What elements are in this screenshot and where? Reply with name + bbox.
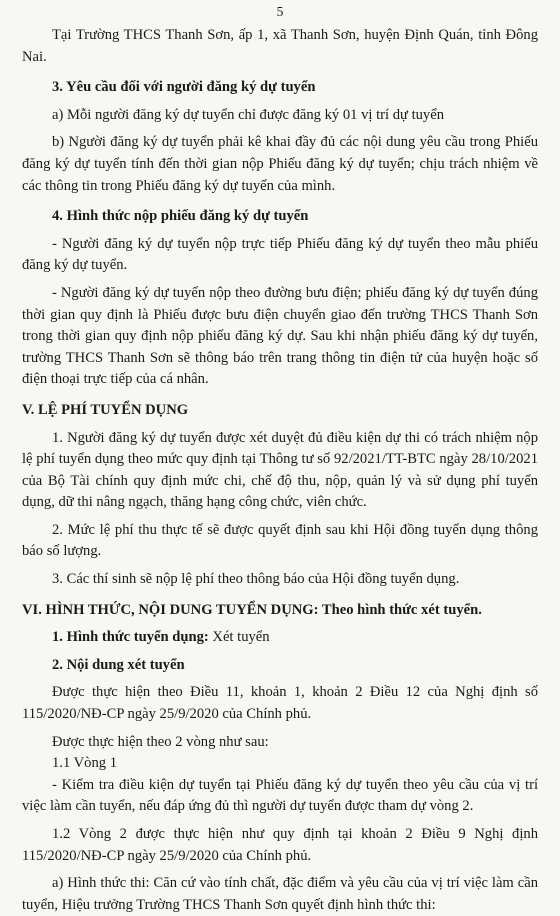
paragraph-submission-direct: - Người đăng ký dự tuyển nộp trực tiếp Phiếu đăng ký dự tuyển theo mẫu phiếu đăng ký dự tuyển.: [22, 235, 538, 274]
paragraph-submission-post: - Người đăng ký dự tuyển nộp theo đường bưu điện; phiếu đăng ký dự tuyển đúng thời gian quy định là Phiếu được bưu điện chuyển giao đến trường THCS Thanh Sơn trong thời gian quy định nộp phiếu đăng ký dự. Sau khi nhận phiếu đăng ký dự tuyển, trường THCS Thanh Sơn sẽ thông báo trên trang thông tin điện tử của huyện hoặc số điện thoại trực tiếp của cá nhân.: [22, 284, 538, 388]
paragraph-location: Tại Trường THCS Thanh Sơn, ấp 1, xã Thanh Sơn, huyện Định Quán, tỉnh Đông Nai.: [22, 27, 538, 65]
recruitment-form-label: 1. Hình thức tuyển dụng:: [52, 629, 209, 646]
paragraph-requirement-b: b) Người đăng ký dự tuyển phải kê khai đầy đủ các nội dung yêu cầu trong Phiếu đăng ký dự tuyển tính đến thời gian nộp Phiếu đăng ký dự tuyển; chịu trách nhiệm về các thông tin trong Phiếu đăng ký dự tuyển của mình.: [22, 134, 538, 194]
recruitment-form-value: Xét tuyển: [208, 629, 270, 646]
paragraph-fee-2: 2. Mức lệ phí thu thực tế sẽ được quyết định sau khi Hội đồng tuyển dụng thông báo số lượng.: [22, 521, 538, 560]
heading-recruitment-content: 2. Nội dung xét tuyển: [52, 656, 185, 673]
heading-requirements: 3. Yêu cầu đối với người đăng ký dự tuyển: [52, 79, 316, 96]
paragraph-round-2: 1.2 Vòng 2 được thực hiện như quy định tại khoản 2 Điều 9 Nghị định 115/2020/NĐ-CP ngày 25/9/2020 của Chính phủ.: [22, 826, 538, 864]
paragraph-requirement-a: a) Mỗi người đăng ký dự tuyển chỉ được đăng ký 01 vị trí dự tuyển: [52, 106, 444, 123]
paragraph-exam-form: a) Hình thức thi: Căn cứ vào tính chất, đặc điểm và yêu cầu của vị trí việc làm cần tuyển, Hiệu trưởng Trường THCS Thanh Sơn quyết định hình thức thi:: [22, 875, 538, 913]
heading-recruitment-form: [22, 627, 538, 649]
paragraph-fee-1: 1. Người đăng ký dự tuyển được xét duyệt đủ điều kiện dự thi có trách nhiệm nộp lệ phí tuyển dụng theo mức quy định tại Thông tư số 92/2021/TT-BTC ngày 28/10/2021 của Bộ Tài chính quy định mức chi, chế độ thu, nộp, quản lý và sử dụng phí tuyển dụng, dữ thi nâng ngạch, thăng hạng công chức, viên chức.: [22, 429, 538, 511]
page-number: 5: [276, 4, 284, 19]
paragraph-content-basis: Được thực hiện theo Điều 11, khoản 1, khoản 2 Điều 12 của Nghị định số 115/2020/NĐ-CP ngày 25/9/2020 của Chính phủ.: [22, 684, 538, 723]
paragraph-round-1: 1.1 Vòng 1: [52, 755, 118, 772]
paragraph-round-1-detail: - Kiểm tra điều kiện dự tuyển tại Phiếu đăng ký dự tuyển theo yêu cầu của vị trí việc làm cần tuyển, nếu đáp ứng đủ thì người dự tuyển được tham dự vòng 2.: [22, 776, 538, 815]
heading-submission: 4. Hình thức nộp phiếu đăng ký dự tuyển: [52, 208, 309, 225]
section-recruitment-form: VI. HÌNH THỨC, NỘI DUNG TUYỂN DỤNG: Theo hình thức xét tuyển.: [22, 601, 482, 618]
paragraph-fee-3: 3. Các thí sinh sẽ nộp lệ phí theo thông báo của Hội đồng tuyển dụng.: [52, 571, 460, 588]
document-body: [22, 25, 538, 916]
paragraph-two-rounds: Được thực hiện theo 2 vòng như sau:: [52, 733, 269, 750]
section-fees: V. LỆ PHÍ TUYỂN DỤNG: [22, 401, 189, 418]
